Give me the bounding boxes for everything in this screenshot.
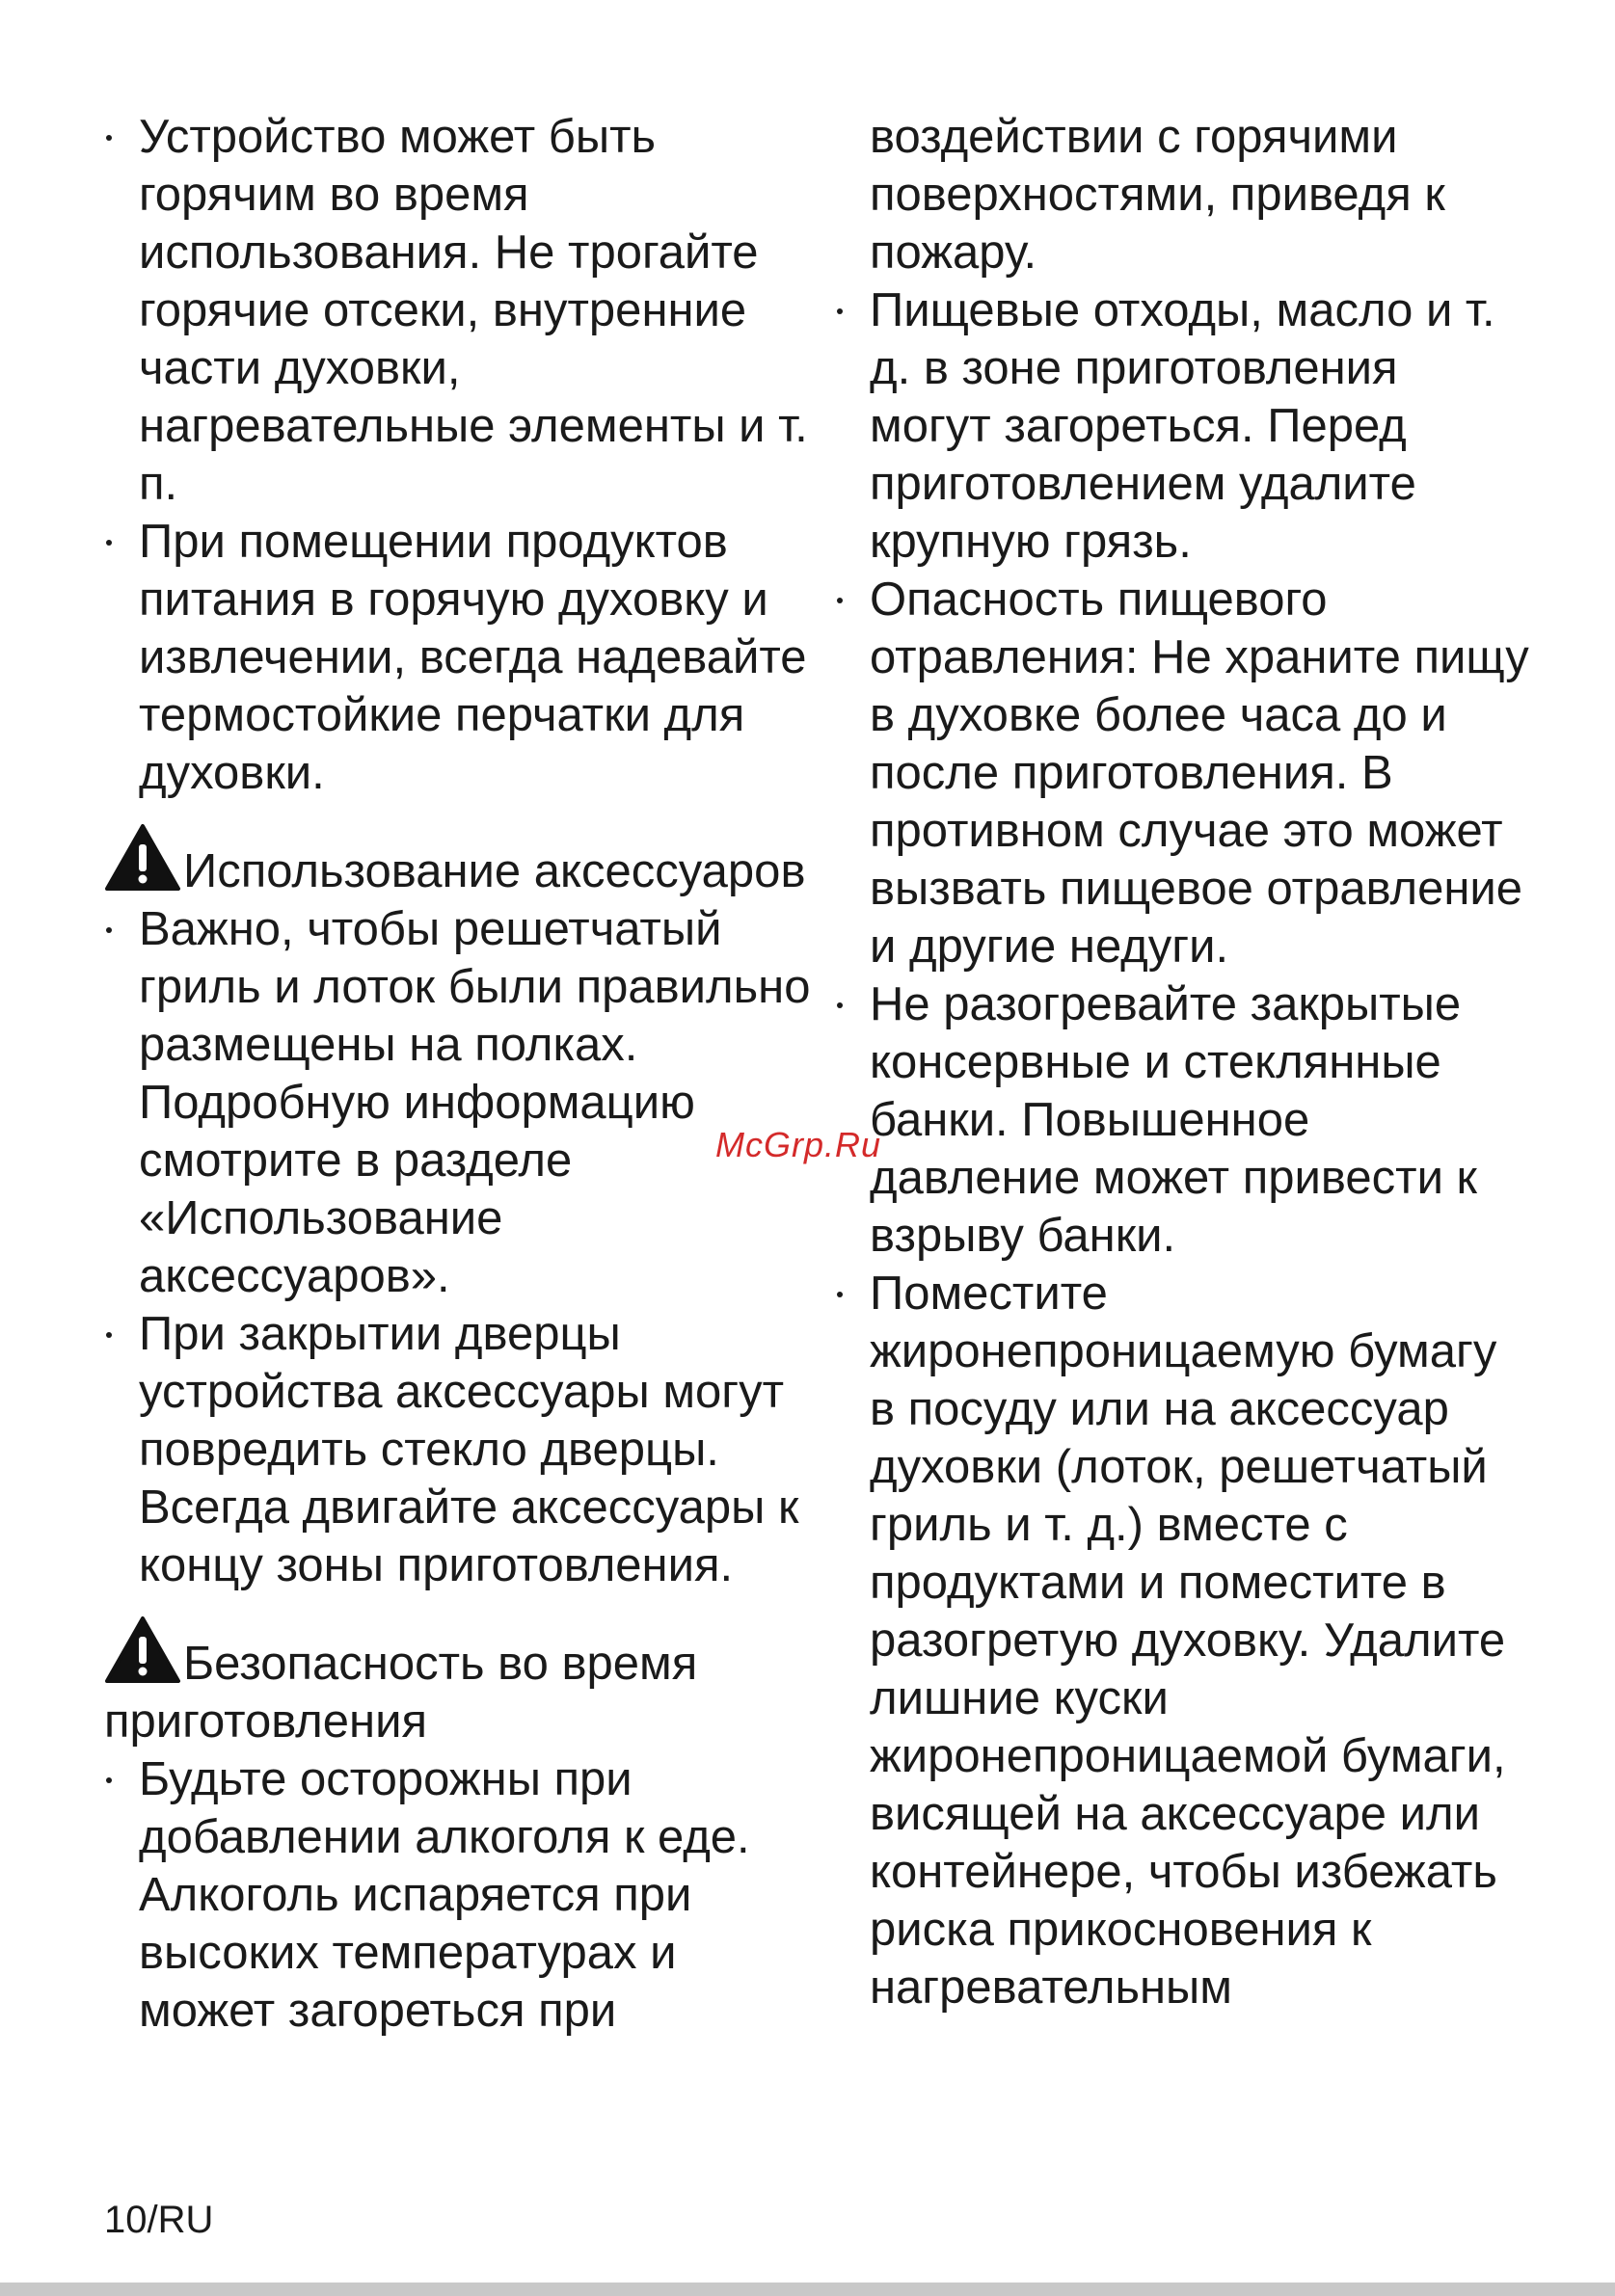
warning-triangle-icon xyxy=(104,1615,181,1685)
section-heading-accessories xyxy=(104,823,822,900)
list-item: Устройство может быть горячим во время использования. Не трогайте горячие отсеки, внутренние части духовки, нагревательные элементы и т. п. xyxy=(104,108,822,513)
bullet-list-accessories xyxy=(104,900,822,1594)
bullet-list-cooking-safety xyxy=(104,1750,822,2040)
list-item: При помещении продуктов питания в горячую духовку и извлечении, всегда надевайте термостойкие перчатки для духовки. xyxy=(104,513,822,802)
page-number: 10/RU xyxy=(104,2199,214,2241)
list-item: Пищевые отходы, масло и т. д. в зоне приготовления могут загореться. Перед приготовлением удалите крупную грязь. xyxy=(835,281,1529,571)
section-heading-cooking-safety xyxy=(104,1615,822,1750)
list-item: Будьте осторожны при добавлении алкоголя к еде. Алкоголь испаряется при высоких температурах и может загореться при xyxy=(104,1750,822,2040)
right-column xyxy=(835,108,1529,2016)
watermark: McGrp.Ru xyxy=(715,1125,882,1164)
list-item: Опасность пищевого отравления: Не храните пищу в духовке более часа до и после приготовления. В противном случае это может вызвать пищевое отравление и другие недуги. xyxy=(835,571,1529,975)
section-heading-text: Безопасность во время приготовления xyxy=(104,1638,698,1748)
page-bottom-border xyxy=(0,2283,1615,2296)
list-item: Важно, чтобы решетчатый гриль и лоток были правильно размещены на полках. Подробную информацию смотрите в разделе «Использование аксессуаров». xyxy=(104,900,822,1305)
warning-triangle-icon xyxy=(104,823,181,893)
left-column xyxy=(104,108,822,2040)
list-item: При закрытии дверцы устройства аксессуары могут повредить стекло дверцы. Всегда двигайте аксессуары к концу зоны приготовления. xyxy=(104,1305,822,1594)
list-item: Поместите жиронепроницаемую бумагу в посуду или на аксессуар духовки (лоток, решетчатый гриль и т. д.) вместе с продуктами и поместите в разогретую духовку. Удалите лишние куски жиронепроницаемой бумаги, висящей на аксессуаре или контейнере, чтобы избежать риска прикосновения к нагревательным xyxy=(835,1265,1529,2016)
continued-paragraph: воздействии с горячими поверхностями, приведя к пожару. xyxy=(870,111,1445,279)
bullet-list-general xyxy=(104,108,822,802)
bullet-list-right xyxy=(835,281,1529,2016)
section-heading-text: Использование аксессуаров xyxy=(183,845,806,897)
list-item: Не разогревайте закрытые консервные и стеклянные банки. Повышенное давление может привести к взрыву банки. xyxy=(835,975,1529,1265)
